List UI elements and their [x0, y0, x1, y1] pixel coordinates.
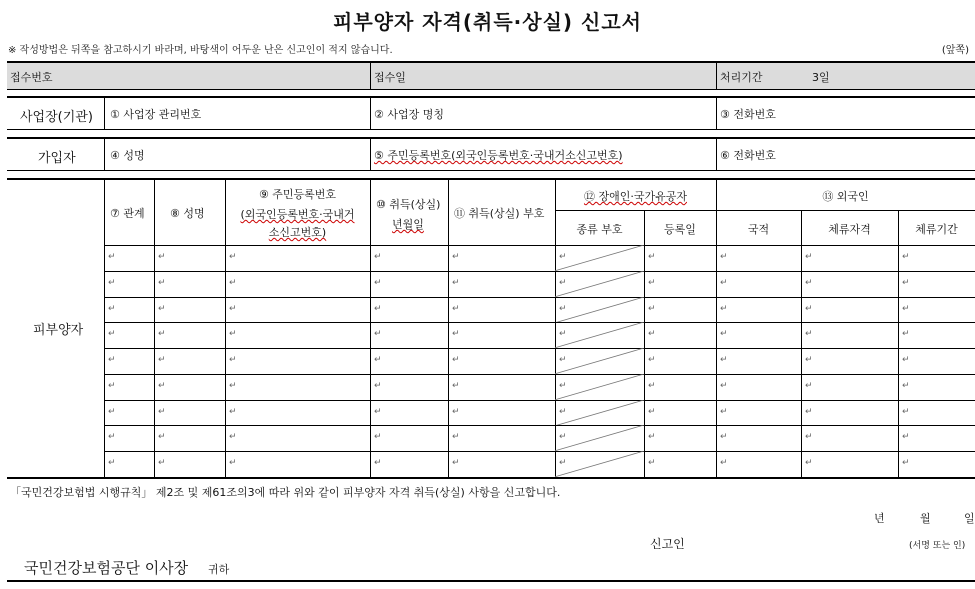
cell-return-mark: ↵	[452, 406, 460, 417]
slash-line	[555, 451, 644, 477]
cell-return-mark: ↵	[374, 432, 382, 443]
header-date-line1: ⑩ 취득(상실)	[376, 198, 441, 211]
header-foreigner: ⑬ 외국인	[822, 190, 869, 203]
page-title	[0, 6, 975, 35]
header-date-line2-text: 년월일	[392, 218, 424, 231]
header-disabled-text: ⑫ 장애인·국가유공자	[583, 190, 687, 203]
cell-return-mark: ↵	[559, 355, 567, 366]
subscriber-phone-field[interactable]: ⑥ 전화번호	[720, 149, 776, 162]
processing-period-label: 처리기간	[720, 71, 763, 84]
slash-line	[555, 322, 644, 348]
subscriber-label: 가입자	[38, 151, 76, 166]
cell-return-mark: ↵	[902, 329, 910, 340]
cell-return-mark: ↵	[158, 277, 166, 288]
cell-return-mark: ↵	[648, 432, 656, 443]
cell-return-mark: ↵	[720, 432, 728, 443]
cell-return-mark: ↵	[902, 277, 910, 288]
cell-return-mark: ↵	[108, 432, 116, 443]
cell-return-mark: ↵	[902, 458, 910, 469]
cell-return-mark: ↵	[108, 406, 116, 417]
cell-return-mark: ↵	[374, 380, 382, 391]
cell-return-mark: ↵	[720, 458, 728, 469]
dependents-label: 피부양자	[33, 323, 84, 338]
cell-return-mark: ↵	[720, 303, 728, 314]
cell-return-mark: ↵	[805, 252, 813, 262]
cell-return-mark: ↵	[648, 277, 656, 288]
cell-return-mark: ↵	[720, 406, 728, 417]
cell-return-mark: ↵	[452, 252, 460, 262]
cell-return-mark: ↵	[452, 458, 460, 469]
cell-return-mark: ↵	[720, 355, 728, 366]
disabled-type-slash	[555, 271, 644, 297]
header-date-line2	[392, 216, 424, 232]
cell-return-mark: ↵	[902, 303, 910, 314]
cell-return-mark: ↵	[559, 303, 567, 314]
cell-return-mark: ↵	[158, 329, 166, 340]
cell-return-mark: ↵	[648, 380, 656, 391]
slash-line	[555, 271, 644, 297]
cell-return-mark: ↵	[229, 355, 237, 366]
signature-label: (서명 또는 인)	[909, 541, 966, 551]
cell-return-mark: ↵	[805, 303, 813, 314]
subscriber-rrn-field[interactable]	[374, 147, 623, 163]
cell-return-mark: ↵	[805, 458, 813, 469]
header-code: ⑪ 취득(상실) 부호	[454, 207, 545, 220]
cell-return-mark: ↵	[374, 355, 382, 366]
cell-return-mark: ↵	[374, 329, 382, 340]
subscriber-name-field[interactable]: ④ 성명	[110, 149, 145, 162]
cell-return-mark: ↵	[648, 252, 656, 262]
disabled-type-slash	[555, 425, 644, 451]
cell-return-mark: ↵	[805, 406, 813, 417]
cell-return-mark: ↵	[559, 406, 567, 417]
disabled-type-slash	[555, 322, 644, 348]
header-visa: 체류자격	[828, 223, 871, 236]
header-disabled-type: 종류 부호	[576, 223, 623, 236]
recipient-suffix: 귀하	[208, 563, 230, 576]
cell-return-mark: ↵	[108, 329, 116, 340]
cell-return-mark: ↵	[452, 432, 460, 443]
cell-return-mark: ↵	[374, 303, 382, 314]
cell-return-mark: ↵	[720, 329, 728, 340]
cell-return-mark: ↵	[374, 406, 382, 417]
cell-return-mark: ↵	[648, 406, 656, 417]
header-rrn-line3	[225, 224, 370, 240]
cell-return-mark: ↵	[720, 380, 728, 391]
workplace-label: 사업장(기관)	[20, 110, 93, 125]
cell-return-mark: ↵	[648, 458, 656, 469]
slash-line	[555, 400, 644, 426]
cell-return-mark: ↵	[229, 252, 237, 262]
cell-return-mark: ↵	[108, 458, 116, 469]
disabled-type-slash	[555, 297, 644, 323]
cell-return-mark: ↵	[229, 303, 237, 314]
cell-return-mark: ↵	[452, 380, 460, 391]
cell-return-mark: ↵	[559, 380, 567, 391]
cell-return-mark: ↵	[559, 277, 567, 288]
workplace-name-field[interactable]: ② 사업장 명칭	[374, 108, 444, 121]
cell-return-mark: ↵	[559, 252, 567, 262]
header-rrn-line2	[225, 206, 370, 222]
cell-return-mark: ↵	[158, 458, 166, 469]
workplace-id-field[interactable]: ① 사업장 관리번호	[110, 108, 202, 121]
header-rrn-line3-text: 소신고번호)	[268, 226, 327, 239]
header-rrn-line2-text: (외국인등록번호·국내거	[240, 208, 355, 221]
header-name: ⑧ 성명	[170, 207, 205, 220]
cell-return-mark: ↵	[108, 252, 116, 262]
cell-return-mark: ↵	[902, 355, 910, 366]
disabled-type-slash	[555, 348, 644, 374]
cell-return-mark: ↵	[805, 329, 813, 340]
slash-line	[555, 297, 644, 323]
disabled-type-slash	[555, 374, 644, 400]
subscriber-rrn-text: ⑤ 주민등록번호(외국인등록번호·국내거소신고번호)	[374, 149, 623, 162]
disabled-type-slash	[555, 245, 644, 271]
cell-return-mark: ↵	[229, 432, 237, 443]
side-label: (앞쪽)	[941, 45, 969, 56]
cell-return-mark: ↵	[108, 380, 116, 391]
cell-return-mark: ↵	[452, 355, 460, 366]
cell-return-mark: ↵	[452, 277, 460, 288]
statement-text: 「국민건강보험법 시행규칙」 제2조 및 제61조의3에 따라 위와 같이 피부양자 자격 취득(상실) 사항을 신고합니다.	[10, 486, 561, 499]
cell-return-mark: ↵	[229, 329, 237, 340]
cell-return-mark: ↵	[229, 380, 237, 391]
cell-return-mark: ↵	[720, 252, 728, 262]
recipient: 국민건강보험공단 이사장	[24, 559, 189, 577]
title-text: 피부양자 자격(취득·상실) 신고서	[333, 10, 642, 34]
cell-return-mark: ↵	[229, 458, 237, 469]
date-month: 월	[920, 512, 931, 525]
header-relation: ⑦ 관계	[110, 207, 145, 220]
receipt-date-label: 접수일	[374, 71, 406, 84]
slash-line	[555, 245, 644, 271]
cell-return-mark: ↵	[158, 252, 166, 262]
cell-return-mark: ↵	[374, 458, 382, 469]
cell-return-mark: ↵	[158, 380, 166, 391]
cell-return-mark: ↵	[648, 355, 656, 366]
cell-return-mark: ↵	[108, 303, 116, 314]
cell-return-mark: ↵	[805, 380, 813, 391]
header-rrn-line1: ⑨ 주민등록번호	[258, 188, 337, 201]
header-disabled	[555, 188, 716, 204]
cell-return-mark: ↵	[902, 252, 910, 262]
slash-line	[555, 425, 644, 451]
header-nationality: 국적	[747, 223, 770, 236]
processing-period-value: 3일	[812, 71, 830, 84]
slash-line	[555, 348, 644, 374]
cell-return-mark: ↵	[108, 355, 116, 366]
reporter-label: 신고인	[650, 537, 685, 551]
date-day: 일	[964, 512, 975, 525]
cell-return-mark: ↵	[559, 329, 567, 340]
cell-return-mark: ↵	[158, 303, 166, 314]
cell-return-mark: ↵	[374, 277, 382, 288]
workplace-phone-field[interactable]: ③ 전화번호	[720, 108, 776, 121]
disabled-type-slash	[555, 400, 644, 426]
instruction-note: ※ 작성방법은 뒤쪽을 참고하시기 바라며, 바탕색이 어두운 난은 신고인이 적지 않습니다.	[8, 45, 393, 56]
cell-return-mark: ↵	[229, 277, 237, 288]
cell-return-mark: ↵	[452, 303, 460, 314]
receipt-number-label: 접수번호	[10, 71, 53, 84]
cell-return-mark: ↵	[158, 432, 166, 443]
disabled-type-slash	[555, 451, 644, 477]
cell-return-mark: ↵	[902, 380, 910, 391]
cell-return-mark: ↵	[720, 277, 728, 288]
cell-return-mark: ↵	[805, 432, 813, 443]
cell-return-mark: ↵	[559, 432, 567, 443]
date-year: 년	[874, 512, 885, 525]
cell-return-mark: ↵	[648, 329, 656, 340]
cell-return-mark: ↵	[374, 252, 382, 262]
cell-return-mark: ↵	[805, 355, 813, 366]
cell-return-mark: ↵	[902, 406, 910, 417]
cell-return-mark: ↵	[158, 406, 166, 417]
header-stay-period: 체류기간	[915, 223, 958, 236]
cell-return-mark: ↵	[229, 406, 237, 417]
cell-return-mark: ↵	[108, 277, 116, 288]
cell-return-mark: ↵	[452, 329, 460, 340]
header-disabled-date: 등록일	[664, 223, 696, 236]
cell-return-mark: ↵	[648, 303, 656, 314]
cell-return-mark: ↵	[158, 355, 166, 366]
cell-return-mark: ↵	[805, 277, 813, 288]
cell-return-mark: ↵	[902, 432, 910, 443]
slash-line	[555, 374, 644, 400]
cell-return-mark: ↵	[559, 458, 567, 469]
